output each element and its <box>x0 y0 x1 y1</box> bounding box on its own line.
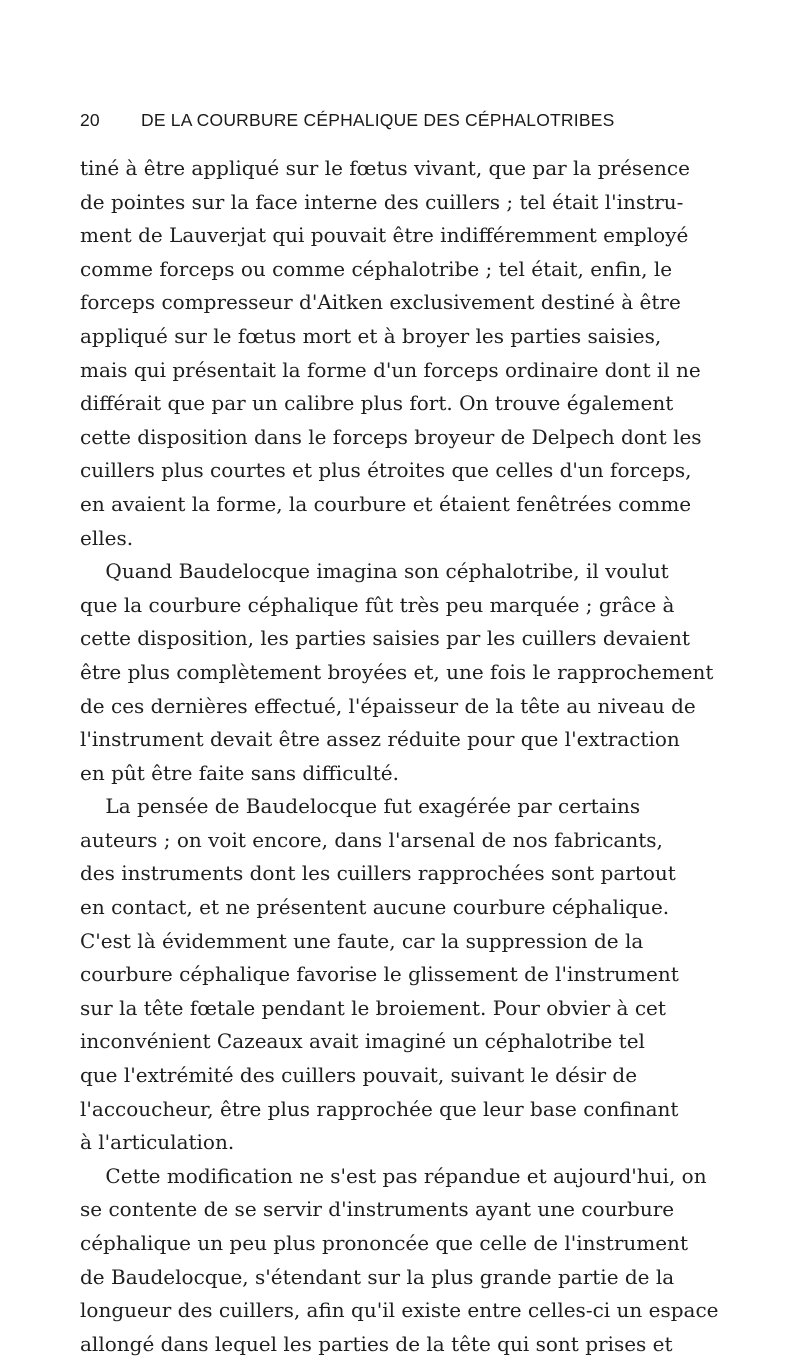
text-line: l'accoucheur, être plus rapprochée que leur base confinant <box>80 1096 679 1121</box>
text-line: longueur des cuillers, afin qu'il existe entre celles-ci un espace <box>80 1298 719 1323</box>
text-line: en contact, et ne présentent aucune courbure céphalique. <box>80 895 670 920</box>
text-line: de ces dernières effectué, l'épaisseur de la tête au niveau de <box>80 693 696 718</box>
text-line: cette disposition dans le forceps broyeur de Delpech dont les <box>80 424 702 449</box>
text-line: l'instrument devait être assez réduite pour que l'extraction <box>80 727 680 752</box>
text-line: comme forceps ou comme céphalotribe ; tel était, enfin, le <box>80 256 673 281</box>
text-line: inconvénient Cazeaux avait imaginé un céphalotribe tel <box>80 1029 645 1054</box>
running-title: DE LA COURBURE CÉPHALIQUE DES CÉPHALOTRIBES <box>141 110 615 130</box>
text-line: céphalique un peu plus prononcée que celle de l'instrument <box>80 1231 688 1255</box>
text-line: Quand Baudelocque imagina son céphalotribe, il voulut <box>80 559 669 584</box>
text-line: elles. <box>80 525 134 550</box>
text-line: de pointes sur la face interne des cuillers ; tel était l'instru- <box>80 189 684 214</box>
text-line: mais qui présentait la forme d'un forceps ordinaire dont il ne <box>80 357 701 382</box>
text-line: des instruments dont les cuillers rapprochées sont partout <box>80 861 676 886</box>
text-line: allongé dans lequel les parties de la tête qui sont prises et <box>80 1331 673 1356</box>
text-line: C'est là évidemment une faute, car la suppression de la <box>80 928 644 953</box>
text-line: en pût être faite sans difficulté. <box>80 760 399 785</box>
text-line: que la courbure céphalique fût très peu marquée ; grâce à <box>80 592 675 617</box>
text-line: de Baudelocque, s'étendant sur la plus grande partie de la <box>80 1264 675 1289</box>
text-line: forceps compresseur d'Aitken exclusivement destiné à être <box>80 290 681 315</box>
page-number: 20 <box>80 110 100 130</box>
text-line: sur la tête fœtale pendant le broiement. Pour obvier à cet <box>80 995 666 1020</box>
text-line: que l'extrémité des cuillers pouvait, suivant le désir de <box>80 1063 638 1088</box>
text-line: cette disposition, les parties saisies par les cuillers devaient <box>80 626 690 651</box>
text-line: en avaient la forme, la courbure et étaient fenêtrées comme <box>80 491 692 516</box>
text-line: à l'articulation. <box>80 1130 235 1155</box>
text-line: être plus complètement broyées et, une fois le rapprochement <box>80 659 714 684</box>
text-line: ment de Lauverjat qui pouvait être indifféremment employé <box>80 223 689 248</box>
text-line: se contente de se servir d'instruments ayant une courbure <box>80 1197 675 1222</box>
text-line: tiné à être appliqué sur le fœtus vivant, que par la présence <box>80 156 690 180</box>
text-line: différait que par un calibre plus fort. On trouve également <box>80 391 674 416</box>
text-line: cuillers plus courtes et plus étroites que celles d'un forceps, <box>80 458 692 483</box>
text-line: courbure céphalique favorise le glissement de l'instrument <box>80 962 679 987</box>
text-line: La pensée de Baudelocque fut exagérée par certains <box>80 794 641 819</box>
text-line: Cette modification ne s'est pas répandue et aujourd'hui, on <box>80 1163 707 1188</box>
text-line: appliqué sur le fœtus mort et à broyer les parties saisies, <box>80 323 662 348</box>
text-line: auteurs ; on voit encore, dans l'arsenal de nos fabricants, <box>80 827 663 852</box>
body-text <box>80 152 801 1361</box>
page-header <box>80 110 780 140</box>
